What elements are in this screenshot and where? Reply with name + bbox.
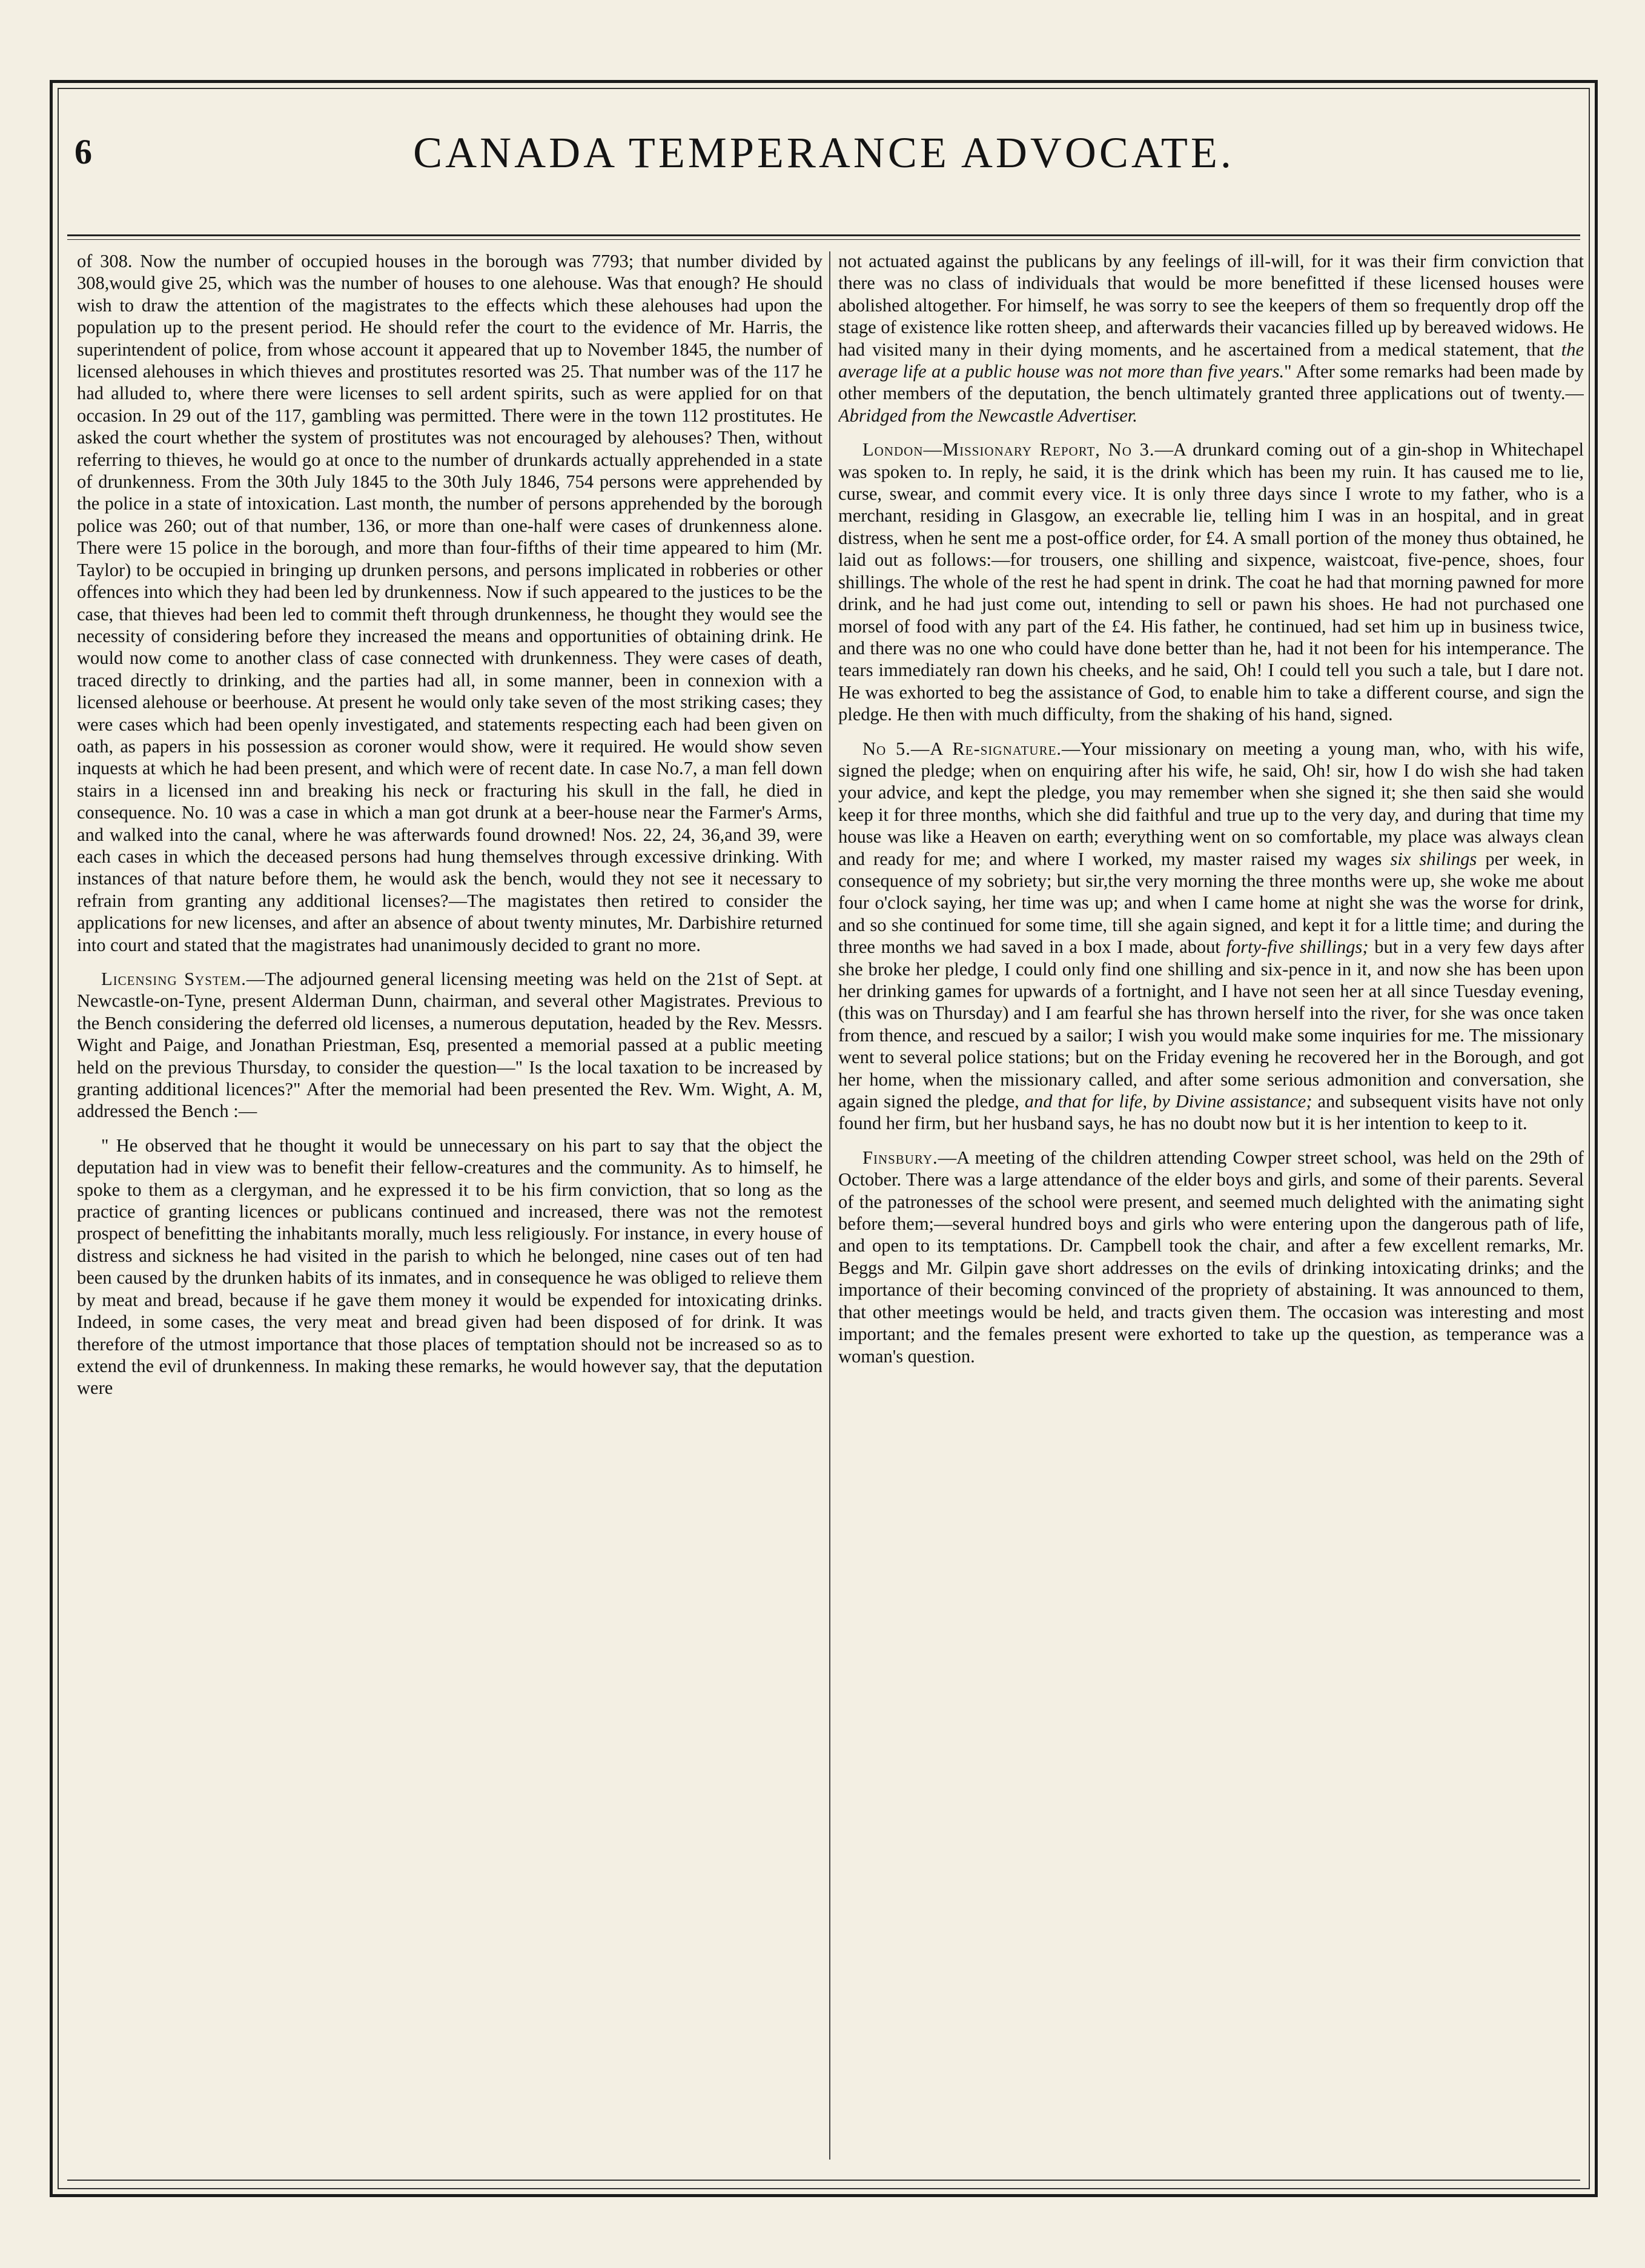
header-rule <box>67 234 1580 240</box>
paragraph-wight-address: " He observed that he thought it would be unnecessary on his part to say that the object the deputation had in view was to benefit their fellow-creatures and the community. As to himself, he spoke to them as a clergyman, and he expressed it to be his firm conviction, that so long as the practice of granting licences or publicans continued and increased, there was not the remotest prospect of benefitting the inhabitants morally, much less religiously. For instance, in every house of distress and sickness he had visited in the parish to which he belonged, nine cases out of ten had been caused by the drunken habits of its inmates, and in consequence he was obliged to relieve them by meat and bread, because if he gave them money it would be expended for intoxicating drinks. Indeed, in some cases, the very meat and bread given had been disposed of for drink. It was therefore of the utmost importance that those places of temptation should not be increased so as to extend the evil of drunkenness. In making these remarks, he would however say, that the deputation were <box>77 1135 822 1399</box>
re-signature-text-4: and subsequent visits have not only found her firm, but her husband says, he has no doubt now but it is her intention to keep to it. <box>838 1091 1584 1134</box>
page-frame <box>50 80 1598 2197</box>
re-signature-text-3: but in a very few days after she broke her pledge, I could only find one shilling and six-pence in it, and now she has been upon her drinking games for upwards of a fortnight, and I have not seen her at all since Tuesday evening, (this was on Thursday) and I am fearful she has thrown herself into the river, for she was once taken from thence, and rescued by a sailor; I wish you would make some inquiries for me. The missionary went to several police stations; but on the Friday evening he recovered her in the Borough, and got her home, when the missionary called, and after some serious admonition and conversation, she again signed the pledge, <box>838 937 1584 1112</box>
section-heading-licensing-system: Licensing System. <box>101 969 247 989</box>
re-signature-emphasis-3: and that for life, by Divine assistance; <box>1024 1091 1312 1112</box>
section-heading-finsbury: Finsbury. <box>862 1147 938 1168</box>
paragraph-finsbury <box>838 1147 1584 1367</box>
paragraph-missionary-report <box>838 439 1584 725</box>
re-signature-emphasis-2: forty-five shillings; <box>1226 937 1369 958</box>
section-heading-missionary-report: London—Missionary Report, No 3. <box>862 439 1155 460</box>
deputation-outcome-text: " After some remarks had been made by other members of the deputation, the bench ultimately granted three applications out of twenty.— <box>838 361 1584 404</box>
licensing-system-text: —The adjourned general licensing meeting was held on the 21st of Sept. at Newcastle-on-Tyne, present Alderman Dunn, chairman, and several other Magistrates. Previous to the Bench considering the deferred old licenses, a numerous deputation, headed by the Rev. Messrs. Wight and Paige, and Jonathan Priestman, Esq, presented a memorial passed at a public meeting held on the previous Thursday, to consider the question—" Is the local taxation to be increased by granting additional licences?" After the memorial had been presented the Rev. Wm. Wight, A. M, addressed the Bench :— <box>77 969 822 1122</box>
re-signature-text-2: per week, in consequence of my sobriety; but sir,the very morning the three months were up, she woke me about four o'clock saying, her time was up; and when I came home at night she was the worse for drink, and so she continued for some time, till she again signed, and kept it for a little time; and during the three months we had saved in a box I made, about <box>838 848 1584 958</box>
footer-rule <box>67 2180 1580 2181</box>
average-life-quote: the average life at a public house was not more than five years. <box>838 339 1584 382</box>
paragraph-magistrates-report: of 308. Now the number of occupied houses in the borough was 7793; that number divided by 308,would give 25, which was the number of houses to one alehouse. Was that enough? He should wish to draw the attention of the magistrates to the effects which these alehouses had upon the population up to the present period. He should refer the court to the evidence of Mr. Harris, the superintendent of police, from whose account it appeared that up to November 1845, the number of licensed alehouses in which thieves and prostitutes resorted was 25. That number was of the 117 he had alluded to, where there were licenses to sell ardent spirits, such as were applied for on that occasion. In 29 out of the 117, gambling was permitted. There were in the town 112 prostitutes. He asked the court whether the system of prostitutes was not encouraged by alehouses? Then, without referring to thieves, he would go at once to the number of drunkards actually apprehended in a state of drunkenness. From the 30th July 1845 to the 30th July 1846, 754 persons were apprehended by the police in a state of intoxication. Last month, the number of persons apprehended by the borough police was 260; out of that number, 136, or more than one-half were cases of drunkenness alone. There were 15 police in the borough, and more than four-fifths of their time appeared to him (Mr. Taylor) to be occupied in bringing up drunken persons, and persons implicated in robberies or other offences into which they had been led by drunkenness. Now if such appeared to the justices to be the case, that thieves had been led to commit theft through drunkenness, he thought they would see the necessity of considering before they increased the means and opportunities of obtaining drink. He would now come to another class of case connected with drunkenness. They were cases of death, traced directly to drinking, and the parties had all, in some manner, been in connexion with a licensed alehouse or beerhouse. At present he would only take seven of the most striking cases; they were cases which had been openly investigated, and statements respecting each had been given on oath, as papers in his possession as coroner would show, were it required. He would show seven inquests at which he had been present, and which were of recent date. In case No.7, a man fell down stairs in a licensed inn and breaking his neck or fracturing his skull in the fall, he died in consequence. No. 10 was a case in which a man got drunk at a beer-house near the Farmer's Arms, and walked into the canal, where he was afterwards found drowned! Nos. 22, 24, 36,and 39, were each cases in which the deceased persons had hung themselves through excessive drinking. With instances of that nature before them, he would ask the bench, would they not see it necessary to refrain from granting any additional licenses?—The magistates then retired to consider the applications for new licenses, and after an absence of about twenty minutes, Mr. Darbishire returned into court and stated that the magistrates had unanimously decided to grant no more. <box>77 251 822 955</box>
paragraph-re-signature <box>838 738 1584 1135</box>
missionary-report-text: —A drunkard coming out of a gin-shop in Whitechapel was spoken to. In reply, he said, it is the drink which has been my ruin. It has caused me to lie, curse, swear, and commit every vice. It is only three days since I wrote to my father, who is a merchant, residing in Glasgow, an execrable lie, telling him I was in an hospital, and in great distress, when he sent me a post-office order, for £4. A small portion of the money thus obtained, he laid out as follows:—for trousers, one shilling and sixpence, waistcoat, five-pence, shoes, four shillings. The whole of the rest he had spent in drink. The coat he had that morning pawned for more drink, and he had just come out, intending to sell or pawn his shoes. He had not purchased one morsel of food with any part of the £4. His father, he continued, had set him up in business twice, and there was no one who could have done better than he, had it not been for his intemperance. The tears immediately ran down his cheeks, and he said, Oh! I could tell you such a tale, but I dare not. He was exhorted to beg the assistance of God, to enable him to take a different course, and sign the pledge. He then with much difficulty, from the shaking of his hand, signed. <box>838 439 1584 725</box>
re-signature-emphasis-1: six shilings <box>1390 848 1477 869</box>
source-credit: Abridged from the Newcastle Advertiser. <box>838 405 1137 426</box>
column-divider <box>829 251 830 2160</box>
paragraph-deputation-continued <box>838 250 1584 426</box>
page-header <box>53 95 1595 222</box>
deputation-text: not actuated against the publicans by any feelings of ill-will, for it was their firm conviction that there was no class of individuals that would be more benefitted if these licensed houses were abolished altogether. For himself, he was sorry to see the keepers of them so frequently drop off the stage of existence like rotten sheep, and afterwards their vacancies filled up by bereaved widows. He had visited many in their dying moments, and he ascertained from a medical statement, that <box>838 251 1584 360</box>
re-signature-text-1: —Your missionary on meeting a young man, who, with his wife, signed the pledge; when on enquiring after his wife, he said, Oh! sir, how I do wish she had taken your advice, and kept the pledge, you may remember when she signed it; she then said she would keep it for three months, which she did faithful and true up to the very day, and during that time my house was like a Heaven on earth; everything went on so comfortable, my place was always clean and ready for me; and where I worked, my master raised my wages <box>838 738 1584 869</box>
paragraph-licensing-system <box>77 968 822 1122</box>
section-heading-re-signature: No 5.—A Re-signature. <box>862 738 1062 759</box>
finsbury-text: —A meeting of the children attending Cowper street school, was held on the 29th of October. There was a large attendance of the elder boys and girls, and some of their parents. Several of the patronesses of the school were present, and seemed much delighted with the animating sight before them;—several hundred boys and girls who were entering upon the dangerous path of life, and open to its temptations. Dr. Campbell took the chair, and after a few excellent remarks, Mr. Beggs and Mr. Gilpin gave short addresses on the evils of drinking intoxicating drinks; and the importance of their becoming convinced of the propriety of abstaining. It was announced to them, that other meetings would be held, and tracts given them. The occasion was interesting and most important; and the females present were exhorted to take up the question, as temperance was a woman's question. <box>838 1147 1584 1367</box>
right-column <box>838 250 1584 2158</box>
masthead-title: CANADA TEMPERANCE ADVOCATE. <box>413 128 1234 177</box>
page-number: 6 <box>74 132 92 171</box>
left-column <box>77 250 822 2158</box>
